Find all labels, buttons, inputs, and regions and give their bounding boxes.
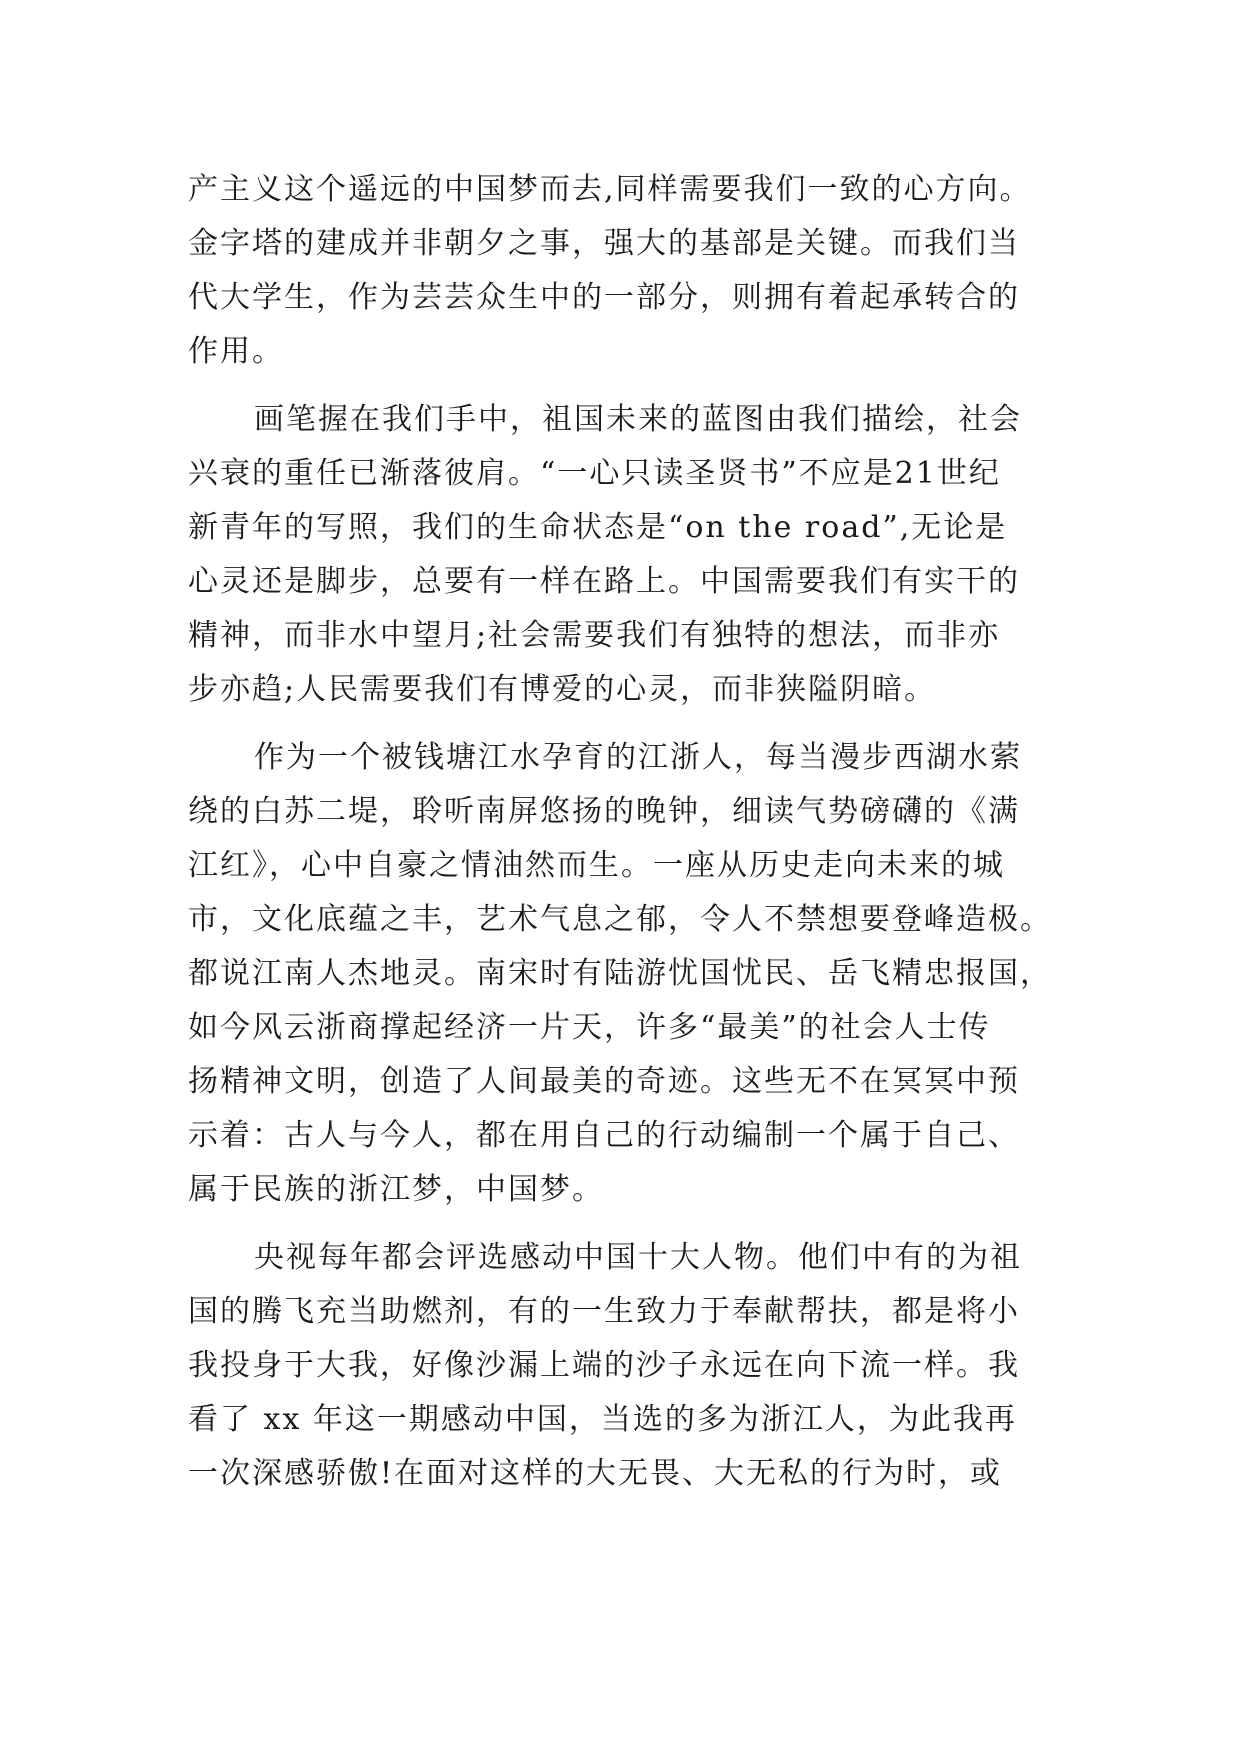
text-line: 如今风云浙商撑起经济一片天，许多“最美”的社会人士传 xyxy=(188,1010,991,1045)
text-line: 我投身于大我，好像沙漏上端的沙子永远在向下流一样。我 xyxy=(188,1348,1020,1383)
text-line: 一次深感骄傲!在面对这样的大无畏、大无私的行为时，或 xyxy=(188,1456,1003,1491)
text-line: 属于民族的浙江梦，中国梦。 xyxy=(188,1172,604,1207)
text-line: 扬精神文明，创造了人间最美的奇迹。这些无不在冥冥中预 xyxy=(188,1064,1020,1099)
text-line: 产主义这个遥远的中国梦而去,同样需要我们一致的心方向。 xyxy=(188,172,1032,207)
text-line: 国的腾飞充当助燃剂，有的一生致力于奉献帮扶，都是将小 xyxy=(188,1294,1020,1329)
text-body xyxy=(188,163,1088,1501)
paragraph-3 xyxy=(188,731,1088,1217)
text-line: 代大学生，作为芸芸众生中的一部分，则拥有着起承转合的 xyxy=(188,280,1020,315)
text-line: 金字塔的建成并非朝夕之事，强大的基部是关键。而我们当 xyxy=(188,226,1020,261)
text-line: 绕的白苏二堤，聆听南屏悠扬的晚钟，细读气势磅礴的《满 xyxy=(188,794,1020,829)
text-line: 示着：古人与今人，都在用自己的行动编制一个属于自己、 xyxy=(188,1118,1020,1153)
paragraph-2 xyxy=(188,393,1088,717)
text-line: 兴衰的重任已渐落彼肩。“一心只读圣贤书”不应是21世纪 xyxy=(188,456,1001,491)
text-line: 步亦趋;人民需要我们有博爱的心灵，而非狭隘阴暗。 xyxy=(188,672,937,707)
text-line: 画笔握在我们手中，祖国未来的蓝图由我们描绘，社会 xyxy=(254,402,1022,437)
text-line: 精神，而非水中望月;社会需要我们有独特的想法，而非亦 xyxy=(188,618,1001,653)
text-line: 江红》，心中自豪之情油然而生。一座从历史走向未来的城 xyxy=(188,848,1005,883)
text-line: 作用。 xyxy=(188,334,284,369)
text-line: 作为一个被钱塘江水孕育的江浙人，每当漫步西湖水萦 xyxy=(254,740,1022,775)
text-line: 市，文化底蕴之丰，艺术气息之郁，令人不禁想要登峰造极。 xyxy=(188,902,1052,937)
text-line: 看了 xx 年这一期感动中国，当选的多为浙江人，为此我再 xyxy=(188,1402,1017,1437)
paragraph-4 xyxy=(188,1231,1088,1501)
text-line: 新青年的写照，我们的生命状态是“on the road”,无论是 xyxy=(188,510,1008,545)
text-line: 心灵还是脚步，总要有一样在路上。中国需要我们有实干的 xyxy=(188,564,1020,599)
text-line: 都说江南人杰地灵。南宋时有陆游忧国忧民、岳飞精忠报国， xyxy=(188,956,1052,991)
paragraph-1 xyxy=(188,163,1088,379)
text-line: 央视每年都会评选感动中国十大人物。他们中有的为祖 xyxy=(254,1240,1022,1275)
